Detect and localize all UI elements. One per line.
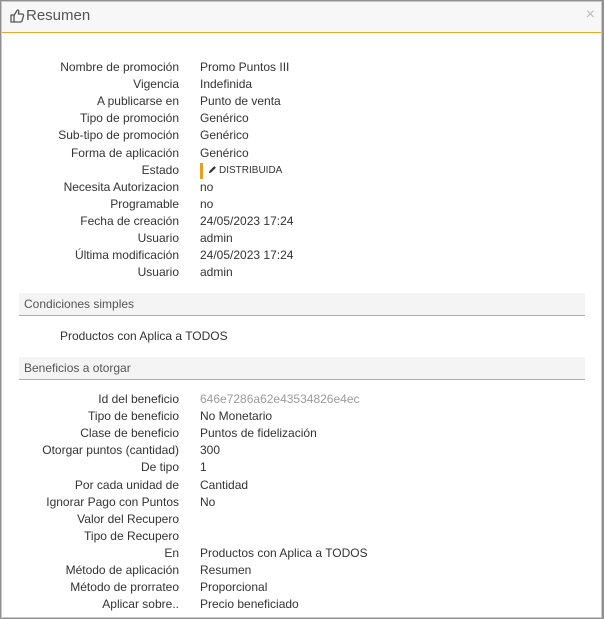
field-label: Por cada unidad de — [74, 477, 179, 492]
field-value: No — [200, 494, 216, 509]
close-button[interactable]: × — [585, 6, 595, 23]
field-value: 1 — [200, 460, 207, 475]
field-label: Método de prorrateo — [70, 580, 179, 595]
field-value: Resumen — [200, 563, 252, 577]
section-header-benefits — [19, 357, 585, 380]
thumbs-up-icon — [9, 8, 25, 24]
benefit-row — [2, 579, 601, 596]
benefit-row — [2, 596, 601, 613]
field-value: admin — [200, 231, 233, 245]
field-label: Aplicar sobre.. — [102, 597, 179, 612]
field-value: Proporcional — [200, 580, 268, 595]
section-title: Beneficios a otorgar — [24, 361, 131, 375]
field-value: 24/05/2023 17:24 — [200, 213, 294, 228]
field-label: Tipo de Recupero — [84, 528, 179, 543]
field-label: Usuario — [137, 265, 179, 280]
benefit-row — [2, 408, 601, 425]
field-label: Clase de beneficio — [80, 426, 179, 441]
field-value: Puntos de fidelización — [200, 426, 317, 441]
field-label: Otorgar puntos (cantidad) — [42, 443, 179, 458]
summary-row — [2, 76, 601, 93]
field-value: Genérico — [200, 128, 249, 143]
status-value: DISTRIBUIDA — [219, 164, 283, 176]
field-value: no — [200, 196, 214, 211]
summary-row — [2, 127, 601, 144]
field-value: Productos con Aplica a TODOS — [200, 545, 368, 560]
benefit-row — [2, 545, 601, 562]
field-label: En — [164, 545, 179, 560]
field-label: A publicarse en — [96, 94, 179, 109]
modal-header — [2, 2, 601, 33]
field-label: Programable — [110, 196, 179, 211]
benefit-row — [2, 391, 601, 408]
summary-row — [2, 162, 601, 179]
field-value: Precio beneficiado — [200, 597, 299, 612]
summary-row — [2, 247, 601, 264]
field-label: Tipo de promoción — [80, 111, 179, 126]
field-label: Método de aplicación — [65, 563, 179, 577]
field-value: 646e7286a62e43534826e4ec — [200, 392, 360, 406]
benefit-row — [2, 442, 601, 459]
field-label: Estado — [141, 162, 179, 177]
field-value: 24/05/2023 17:24 — [200, 248, 294, 263]
field-label: Id del beneficio — [98, 392, 179, 406]
field-value: no — [200, 179, 214, 194]
benefit-row — [2, 562, 601, 579]
summary-row — [2, 264, 601, 281]
field-label: Vigencia — [133, 77, 179, 92]
benefit-row — [2, 511, 601, 528]
condition-line: Productos con Aplica a TODOS — [60, 329, 228, 343]
summary-modal — [1, 1, 602, 618]
field-label: Usuario — [137, 231, 179, 245]
section-title: Condiciones simples — [24, 297, 135, 311]
benefit-row — [2, 425, 601, 442]
field-value: Punto de venta — [200, 94, 281, 109]
section-header-conditions — [19, 293, 585, 316]
summary-row — [2, 145, 601, 162]
field-label: Valor del Recupero — [77, 511, 179, 526]
benefit-row — [2, 494, 601, 511]
field-label: Tipo de beneficio — [88, 409, 179, 424]
summary-row — [2, 230, 601, 247]
status-edit-link[interactable] — [208, 164, 282, 178]
field-value: Genérico — [200, 145, 249, 160]
field-value: Indefinida — [200, 77, 253, 92]
field-label: Sub-tipo de promoción — [58, 128, 179, 143]
field-value: admin — [200, 265, 233, 280]
field-label: Ignorar Pago con Puntos — [46, 494, 179, 509]
field-label: Nombre de promoción — [60, 60, 179, 74]
modal-body — [2, 33, 601, 617]
field-value: Genérico — [200, 111, 249, 126]
field-label: Forma de aplicación — [70, 145, 179, 160]
field-value: Cantidad — [200, 477, 249, 492]
benefit-row — [2, 528, 601, 545]
field-label: Necesita Autorizacion — [63, 179, 179, 194]
field-label: Fecha de creación — [80, 213, 179, 228]
summary-row — [2, 213, 601, 230]
summary-row — [2, 196, 601, 213]
field-value: No Monetario — [200, 409, 273, 424]
status-indicator — [200, 163, 203, 179]
field-label: Última modificación — [74, 248, 179, 263]
field-value: Promo Puntos III — [200, 60, 290, 74]
modal-title: Resumen — [26, 7, 91, 24]
summary-row — [2, 110, 601, 127]
field-value: 300 — [200, 443, 221, 458]
benefit-row — [2, 459, 601, 476]
field-label: De tipo — [140, 460, 179, 475]
summary-row — [2, 59, 601, 76]
pencil-icon — [208, 165, 217, 174]
summary-row — [2, 179, 601, 196]
summary-row — [2, 93, 601, 110]
benefit-row — [2, 477, 601, 494]
